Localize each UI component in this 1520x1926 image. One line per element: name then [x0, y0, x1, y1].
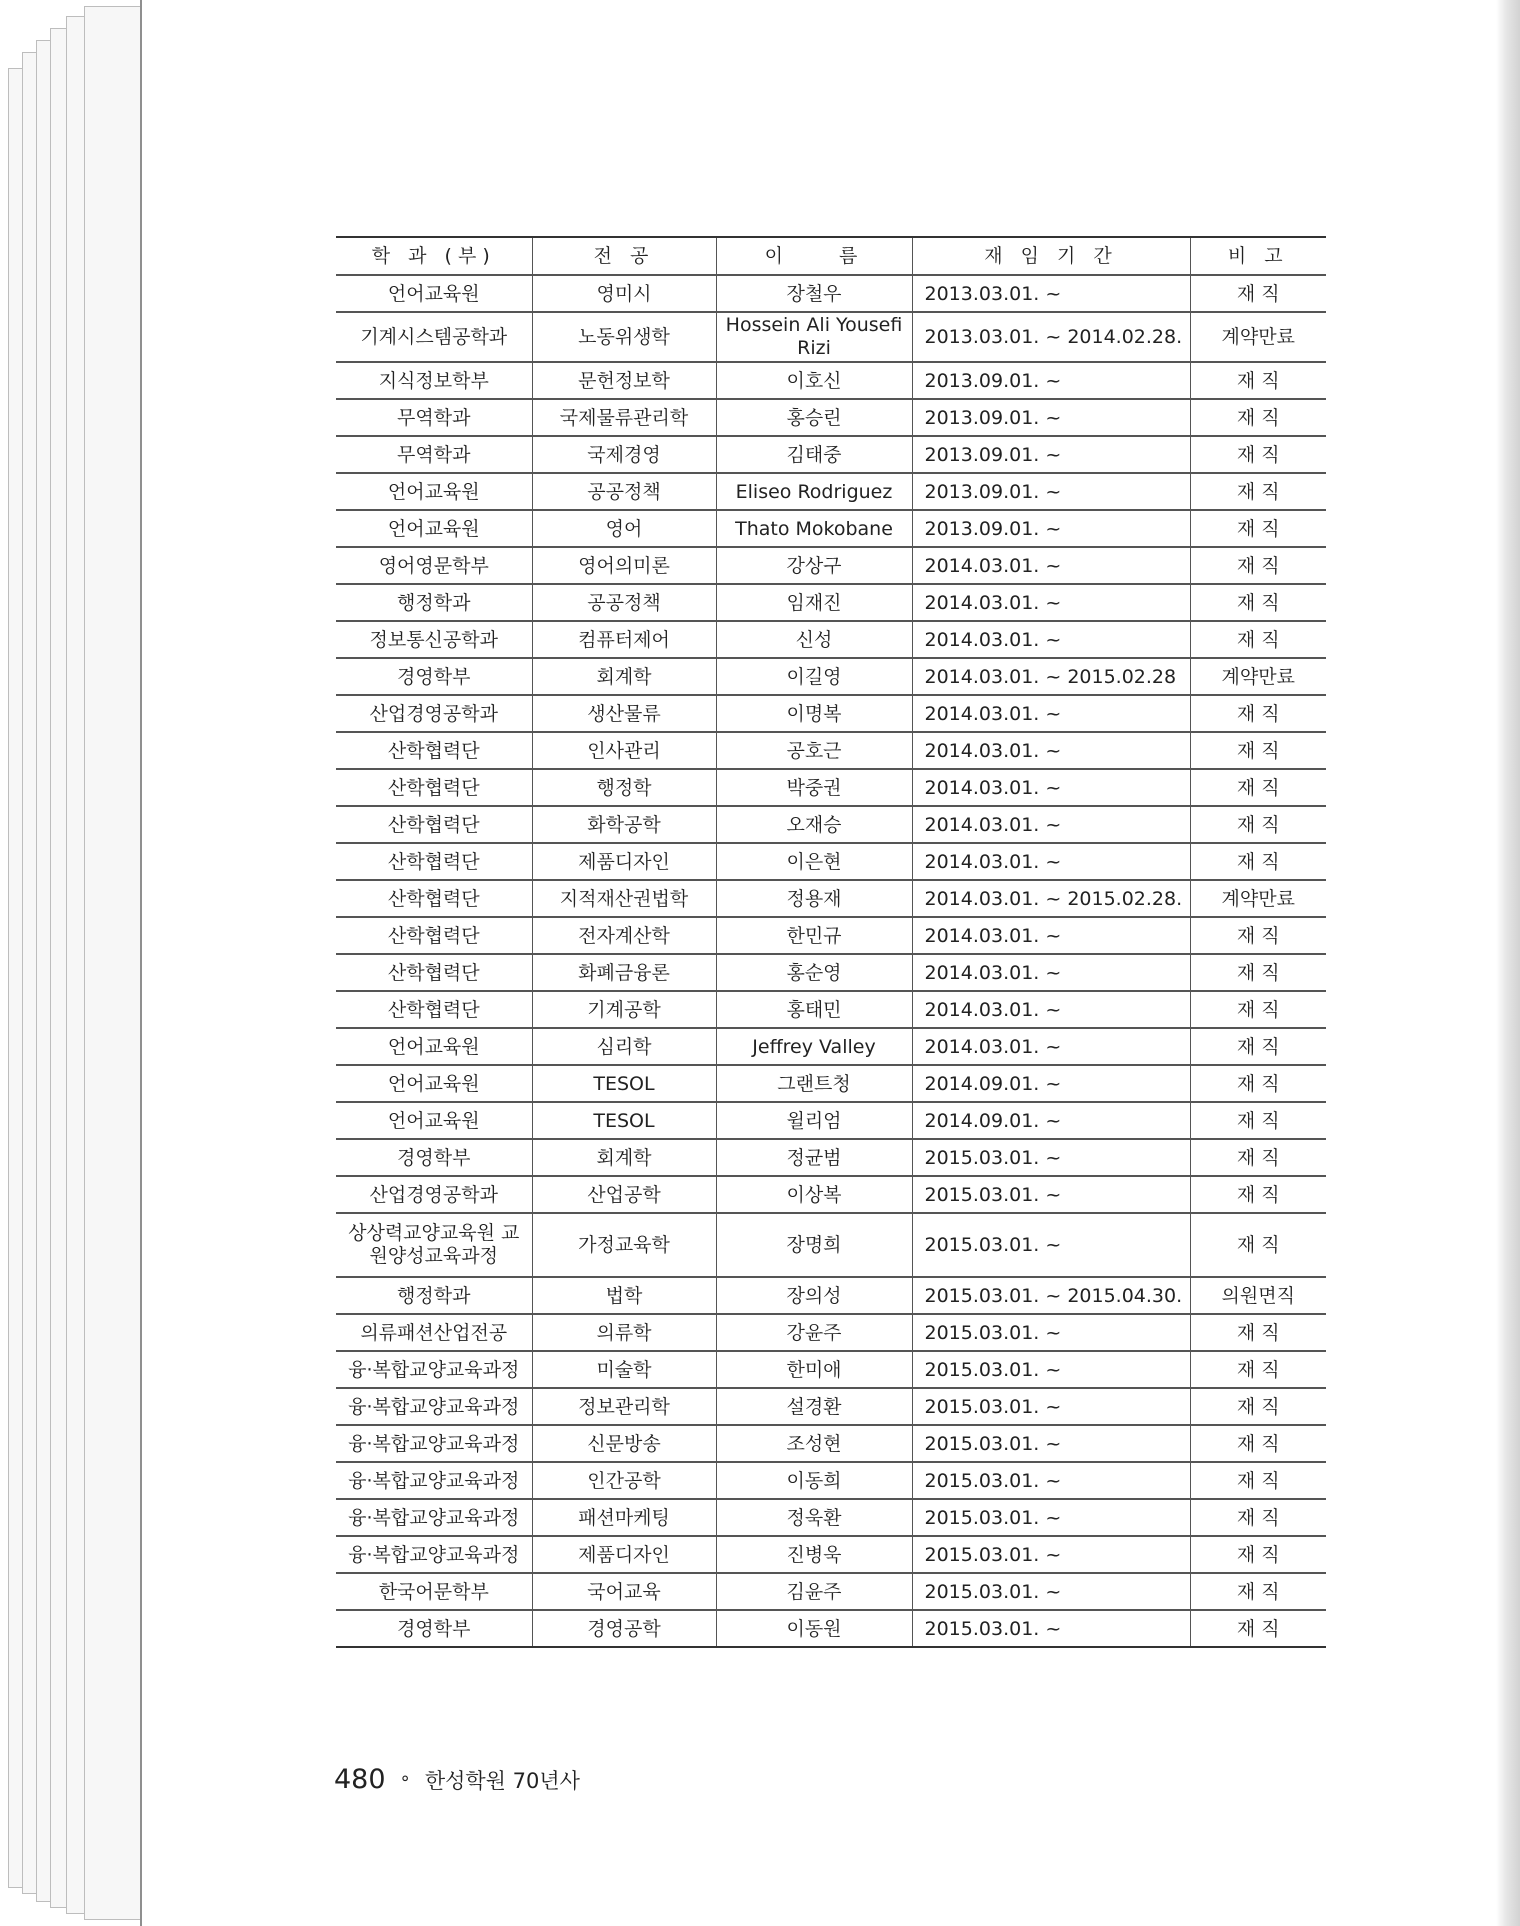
- table-row: [336, 695, 1326, 732]
- table-row: [336, 880, 1326, 917]
- cell-major: 회계학: [532, 658, 716, 695]
- cell-name: 장명희: [716, 1213, 912, 1277]
- table-row: [336, 1351, 1326, 1388]
- cell-name: 이은현: [716, 843, 912, 880]
- cell-name: 이명복: [716, 695, 912, 732]
- cell-term: 2014.09.01. ~: [912, 1065, 1190, 1102]
- cell-department: 행정학과: [336, 1277, 532, 1314]
- cell-department: 산학협력단: [336, 769, 532, 806]
- cell-term: 2013.09.01. ~: [912, 436, 1190, 473]
- cell-department: 산학협력단: [336, 806, 532, 843]
- cell-name: 장의성: [716, 1277, 912, 1314]
- cell-note: 재 직: [1190, 1065, 1326, 1102]
- cell-department: 융·복합교양교육과정: [336, 1499, 532, 1536]
- cell-major: 회계학: [532, 1139, 716, 1176]
- cell-term: 2015.03.01. ~ 2015.04.30.: [912, 1277, 1190, 1314]
- cell-name: 조성현: [716, 1425, 912, 1462]
- cell-name: Jeffrey Valley: [716, 1028, 912, 1065]
- cell-note: 재 직: [1190, 917, 1326, 954]
- cell-name: 정용재: [716, 880, 912, 917]
- table-row: [336, 473, 1326, 510]
- cell-major: 노동위생학: [532, 312, 716, 362]
- table-row: [336, 843, 1326, 880]
- cell-term: 2013.09.01. ~: [912, 399, 1190, 436]
- cell-term: 2015.03.01. ~: [912, 1573, 1190, 1610]
- cell-department: 융·복합교양교육과정: [336, 1425, 532, 1462]
- cell-term: 2014.03.01. ~ 2015.02.28.: [912, 880, 1190, 917]
- cell-department: 영어영문학부: [336, 547, 532, 584]
- cell-term: 2014.03.01. ~: [912, 991, 1190, 1028]
- cell-name: 한민규: [716, 917, 912, 954]
- cell-major: 심리학: [532, 1028, 716, 1065]
- cell-department: 융·복합교양교육과정: [336, 1388, 532, 1425]
- cell-department: 경영학부: [336, 1610, 532, 1647]
- book-title: 한성학원 70년사: [424, 1769, 580, 1793]
- cell-department: 융·복합교양교육과정: [336, 1462, 532, 1499]
- table-row: [336, 362, 1326, 399]
- cell-term: 2013.09.01. ~: [912, 510, 1190, 547]
- cell-major: 화폐금융론: [532, 954, 716, 991]
- cell-major: 영미시: [532, 275, 716, 312]
- cell-note: 재 직: [1190, 769, 1326, 806]
- page-edge-shadow: [1496, 0, 1520, 1926]
- cell-department: 융·복합교양교육과정: [336, 1351, 532, 1388]
- cell-note: 재 직: [1190, 362, 1326, 399]
- cell-name: 그랜트청: [716, 1065, 912, 1102]
- cell-note: 재 직: [1190, 1388, 1326, 1425]
- table-row: [336, 312, 1326, 362]
- cell-name: 설경환: [716, 1388, 912, 1425]
- table-row: [336, 732, 1326, 769]
- cell-note: 재 직: [1190, 1139, 1326, 1176]
- cell-term: 2015.03.01. ~: [912, 1213, 1190, 1277]
- cell-name: 강상구: [716, 547, 912, 584]
- cell-major: 전자계산학: [532, 917, 716, 954]
- cell-term: 2013.09.01. ~: [912, 473, 1190, 510]
- cell-note: 재 직: [1190, 1610, 1326, 1647]
- cell-term: 2014.03.01. ~: [912, 769, 1190, 806]
- table-row: [336, 917, 1326, 954]
- cell-department: 언어교육원: [336, 1102, 532, 1139]
- cell-term: 2014.03.01. ~: [912, 584, 1190, 621]
- cell-note: 계약만료: [1190, 658, 1326, 695]
- cell-note: 재 직: [1190, 399, 1326, 436]
- cell-major: 미술학: [532, 1351, 716, 1388]
- cell-note: 계약만료: [1190, 312, 1326, 362]
- cell-major: 의류학: [532, 1314, 716, 1351]
- cell-name: 신성: [716, 621, 912, 658]
- cell-term: 2015.03.01. ~: [912, 1176, 1190, 1213]
- cell-note: 재 직: [1190, 1102, 1326, 1139]
- cell-major: 경영공학: [532, 1610, 716, 1647]
- cell-term: 2014.03.01. ~: [912, 621, 1190, 658]
- cell-name: 박중권: [716, 769, 912, 806]
- table-row: [336, 621, 1326, 658]
- cell-department: 언어교육원: [336, 1065, 532, 1102]
- cell-department: 언어교육원: [336, 473, 532, 510]
- header-name: 이 름: [716, 237, 912, 275]
- cell-term: 2014.09.01. ~: [912, 1102, 1190, 1139]
- cell-name: 강윤주: [716, 1314, 912, 1351]
- cell-department: 융·복합교양교육과정: [336, 1536, 532, 1573]
- cell-major: 국제물류관리학: [532, 399, 716, 436]
- table-row: [336, 275, 1326, 312]
- cell-name: 이상복: [716, 1176, 912, 1213]
- cell-major: 생산물류: [532, 695, 716, 732]
- cell-major: TESOL: [532, 1102, 716, 1139]
- cell-note: 재 직: [1190, 584, 1326, 621]
- cell-note: 재 직: [1190, 473, 1326, 510]
- table-row: [336, 1065, 1326, 1102]
- cell-term: 2015.03.01. ~: [912, 1536, 1190, 1573]
- cell-term: 2013.03.01. ~ 2014.02.28.: [912, 312, 1190, 362]
- cell-name: 오재승: [716, 806, 912, 843]
- cell-department: 지식정보학부: [336, 362, 532, 399]
- cell-note: 재 직: [1190, 843, 1326, 880]
- cell-name: 홍승린: [716, 399, 912, 436]
- table-row: [336, 436, 1326, 473]
- table-row: [336, 1277, 1326, 1314]
- cell-name: 이호신: [716, 362, 912, 399]
- cell-department: 무역학과: [336, 399, 532, 436]
- cell-department: 산학협력단: [336, 880, 532, 917]
- cell-department: 산학협력단: [336, 843, 532, 880]
- cell-major: 정보관리학: [532, 1388, 716, 1425]
- cell-term: 2015.03.01. ~: [912, 1425, 1190, 1462]
- cell-note: 재 직: [1190, 621, 1326, 658]
- table-row: [336, 954, 1326, 991]
- cell-major: 인간공학: [532, 1462, 716, 1499]
- cell-name: 공호근: [716, 732, 912, 769]
- cell-department: 산학협력단: [336, 917, 532, 954]
- cell-name: 홍순영: [716, 954, 912, 991]
- cell-term: 2015.03.01. ~: [912, 1462, 1190, 1499]
- cell-major: 행정학: [532, 769, 716, 806]
- cell-name: 정욱환: [716, 1499, 912, 1536]
- cell-name: Hossein Ali Yousefi Rizi: [716, 312, 912, 362]
- header-department: 학 과 (부): [336, 237, 532, 275]
- cell-term: 2014.03.01. ~: [912, 732, 1190, 769]
- cell-note: 재 직: [1190, 1536, 1326, 1573]
- table-row: [336, 1610, 1326, 1647]
- cell-term: 2015.03.01. ~: [912, 1314, 1190, 1351]
- cell-term: 2014.03.01. ~: [912, 695, 1190, 732]
- cell-note: 재 직: [1190, 275, 1326, 312]
- cell-term: 2015.03.01. ~: [912, 1610, 1190, 1647]
- table-row: [336, 547, 1326, 584]
- cell-note: 재 직: [1190, 1462, 1326, 1499]
- table-body: [336, 275, 1326, 1647]
- cell-note: 재 직: [1190, 732, 1326, 769]
- cell-term: 2014.03.01. ~: [912, 1028, 1190, 1065]
- cell-term: 2015.03.01. ~: [912, 1351, 1190, 1388]
- cell-note: 재 직: [1190, 1573, 1326, 1610]
- table-row: [336, 510, 1326, 547]
- cell-major: 국제경영: [532, 436, 716, 473]
- cell-term: 2014.03.01. ~ 2015.02.28: [912, 658, 1190, 695]
- cell-note: 재 직: [1190, 1314, 1326, 1351]
- cell-term: 2014.03.01. ~: [912, 806, 1190, 843]
- table-row: [336, 1102, 1326, 1139]
- cell-term: 2015.03.01. ~: [912, 1139, 1190, 1176]
- cell-major: 기계공학: [532, 991, 716, 1028]
- cell-department: 언어교육원: [336, 275, 532, 312]
- cell-name: 정균범: [716, 1139, 912, 1176]
- cell-department: 산학협력단: [336, 991, 532, 1028]
- cell-major: 공공정책: [532, 584, 716, 621]
- cell-major: 산업공학: [532, 1176, 716, 1213]
- page-number: 480: [334, 1764, 386, 1795]
- cell-department: 상상력교양교육원 교원양성교육과정: [336, 1213, 532, 1277]
- cell-major: 국어교육: [532, 1573, 716, 1610]
- table-row: [336, 1213, 1326, 1277]
- cell-major: 컴퓨터제어: [532, 621, 716, 658]
- table-row: [336, 1388, 1326, 1425]
- cell-note: 재 직: [1190, 695, 1326, 732]
- cell-term: 2014.03.01. ~: [912, 547, 1190, 584]
- cell-department: 산학협력단: [336, 732, 532, 769]
- cell-name: 윌리엄: [716, 1102, 912, 1139]
- table-row: [336, 1536, 1326, 1573]
- cell-term: 2014.03.01. ~: [912, 843, 1190, 880]
- cell-name: 이동원: [716, 1610, 912, 1647]
- table-row: [336, 1176, 1326, 1213]
- cell-name: 이길영: [716, 658, 912, 695]
- cell-major: 화학공학: [532, 806, 716, 843]
- cell-note: 재 직: [1190, 954, 1326, 991]
- cell-department: 무역학과: [336, 436, 532, 473]
- table-row: [336, 658, 1326, 695]
- cell-department: 산업경영공학과: [336, 695, 532, 732]
- cell-major: 신문방송: [532, 1425, 716, 1462]
- header-note: 비 고: [1190, 237, 1326, 275]
- table-row: [336, 991, 1326, 1028]
- cell-note: 재 직: [1190, 1176, 1326, 1213]
- cell-department: 산학협력단: [336, 954, 532, 991]
- header-term: 재 임 기 간: [912, 237, 1190, 275]
- cell-note: 재 직: [1190, 1351, 1326, 1388]
- cell-name: 김윤주: [716, 1573, 912, 1610]
- cell-department: 언어교육원: [336, 510, 532, 547]
- cell-name: Thato Mokobane: [716, 510, 912, 547]
- cell-name: 진병욱: [716, 1536, 912, 1573]
- cell-name: 임재진: [716, 584, 912, 621]
- cell-note: 계약만료: [1190, 880, 1326, 917]
- cell-term: 2015.03.01. ~: [912, 1499, 1190, 1536]
- cell-note: 의원면직: [1190, 1277, 1326, 1314]
- page-footer: [334, 1764, 580, 1795]
- cell-note: 재 직: [1190, 436, 1326, 473]
- table-row: [336, 1499, 1326, 1536]
- cell-major: 법학: [532, 1277, 716, 1314]
- cell-department: 기계시스템공학과: [336, 312, 532, 362]
- cell-term: 2014.03.01. ~: [912, 917, 1190, 954]
- cell-note: 재 직: [1190, 1028, 1326, 1065]
- cell-major: 패션마케팅: [532, 1499, 716, 1536]
- cell-term: 2014.03.01. ~: [912, 954, 1190, 991]
- cell-department: 정보통신공학과: [336, 621, 532, 658]
- cell-note: 재 직: [1190, 1499, 1326, 1536]
- cell-major: 문헌정보학: [532, 362, 716, 399]
- cell-major: TESOL: [532, 1065, 716, 1102]
- cell-note: 재 직: [1190, 547, 1326, 584]
- cell-department: 언어교육원: [336, 1028, 532, 1065]
- cell-major: 제품디자인: [532, 1536, 716, 1573]
- cell-name: 이동희: [716, 1462, 912, 1499]
- table-header-row: [336, 237, 1326, 275]
- cell-major: 영어: [532, 510, 716, 547]
- cell-major: 가정교육학: [532, 1213, 716, 1277]
- header-major: 전 공: [532, 237, 716, 275]
- faculty-table: [336, 236, 1326, 1648]
- table-row: [336, 1425, 1326, 1462]
- cell-major: 영어의미론: [532, 547, 716, 584]
- cell-term: 2013.09.01. ~: [912, 362, 1190, 399]
- table-row: [336, 399, 1326, 436]
- cell-major: 제품디자인: [532, 843, 716, 880]
- cell-department: 한국어문학부: [336, 1573, 532, 1610]
- cell-note: 재 직: [1190, 1425, 1326, 1462]
- cell-department: 경영학부: [336, 658, 532, 695]
- cell-name: Eliseo Rodriguez: [716, 473, 912, 510]
- table-row: [336, 584, 1326, 621]
- table-row: [336, 806, 1326, 843]
- table-row: [336, 1573, 1326, 1610]
- cell-department: 경영학부: [336, 1139, 532, 1176]
- cell-department: 행정학과: [336, 584, 532, 621]
- cell-name: 김태중: [716, 436, 912, 473]
- cell-note: 재 직: [1190, 991, 1326, 1028]
- cell-major: 공공정책: [532, 473, 716, 510]
- cell-department: 의류패션산업전공: [336, 1314, 532, 1351]
- table-row: [336, 1314, 1326, 1351]
- cell-name: 홍태민: [716, 991, 912, 1028]
- table-row: [336, 1028, 1326, 1065]
- cell-department: 산업경영공학과: [336, 1176, 532, 1213]
- table-row: [336, 769, 1326, 806]
- table-row: [336, 1462, 1326, 1499]
- footer-bullet: ∘: [399, 1768, 411, 1789]
- table-row: [336, 1139, 1326, 1176]
- cell-name: 한미애: [716, 1351, 912, 1388]
- cell-major: 인사관리: [532, 732, 716, 769]
- cell-major: 지적재산권법학: [532, 880, 716, 917]
- cell-note: 재 직: [1190, 510, 1326, 547]
- cell-term: 2013.03.01. ~: [912, 275, 1190, 312]
- cell-term: 2015.03.01. ~: [912, 1388, 1190, 1425]
- cell-name: 장철우: [716, 275, 912, 312]
- cell-note: 재 직: [1190, 806, 1326, 843]
- cell-note: 재 직: [1190, 1213, 1326, 1277]
